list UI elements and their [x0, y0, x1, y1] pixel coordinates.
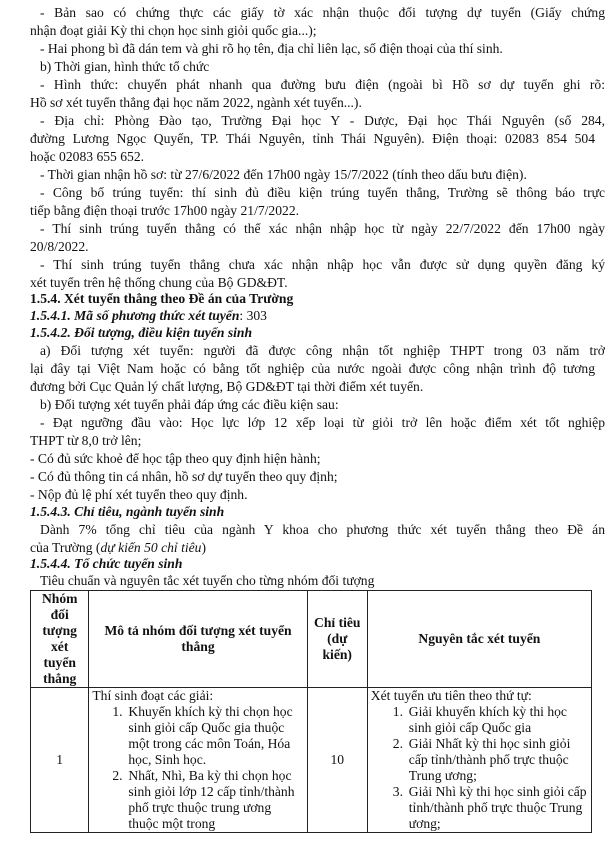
- text-line: - Nộp đủ lệ phí xét tuyển theo quy định.: [30, 487, 248, 502]
- subsection-heading: 1.5.4.3. Chỉ tiêu, ngành tuyển sinh: [30, 504, 225, 519]
- text-line: - Hình thức: chuyển phát nhanh qua đường bưu điện (ngoài bì Hồ sơ dự tuyển ghi rõ:: [40, 77, 605, 92]
- list-text: Giải Nhì kỳ thi học sinh giỏi cấp tỉnh/thành phố trực thuộc Trung ương;: [408, 784, 587, 831]
- header-description: Mô tả nhóm đối tượng xét tuyển thẳng: [89, 591, 307, 688]
- quota-note: dự kiến 50 chỉ tiêu: [100, 540, 202, 555]
- text-line: đường Lương Ngọc Quyến, TP. Thái Nguyên, tỉnh Thái Nguyên). Điện thoại: 02083 854 504: [30, 131, 595, 146]
- cell-quota: 10: [307, 688, 367, 833]
- subsection-heading: 1.5.4.4. Tổ chức tuyển sinh: [30, 556, 183, 571]
- cell-rule: [367, 688, 591, 833]
- text-line: hoặc 02083 655 652.: [30, 149, 145, 164]
- subsection-heading: 1.5.4.2. Đối tượng, điều kiện tuyển sinh: [30, 325, 253, 340]
- text-span: của Trường (: [30, 540, 101, 555]
- list-number: 2.: [392, 736, 403, 751]
- text-line: tiếp bằng điện thoại trước 17h00 ngày 21/7/2022.: [30, 203, 300, 218]
- text-span: ): [201, 540, 207, 555]
- text-line: - Công bố trúng tuyển: thí sinh đủ điều kiện trúng tuyển thẳng, Trường sẽ thông báo trực: [40, 185, 605, 200]
- list-item: [371, 736, 588, 784]
- text-line: THPT từ 8,0 trở lên;: [30, 433, 142, 448]
- text-line: đương bởi Cục Quản lý chất lượng, Bộ GD&ĐT tại thời điểm xét tuyển.: [30, 379, 424, 394]
- cell-description: [89, 688, 307, 833]
- text-line: 20/8/2022.: [30, 239, 89, 254]
- text-line: - Bản sao có chứng thực các giấy tờ xác nhận thuộc đối tượng dự tuyển (Giấy chứng: [40, 5, 605, 20]
- text-line: - Đạt ngưỡng đầu vào: Học lực lớp 12 xếp loại từ giỏi trở lên hoặc điểm xét tốt nghiệp: [40, 415, 605, 430]
- text-line: Tiêu chuẩn và nguyên tắc xét tuyển cho từng nhóm đối tượng: [40, 573, 375, 588]
- list-item: [92, 704, 303, 768]
- list-number: 3.: [392, 784, 403, 799]
- header-rule: Nguyên tắc xét tuyển: [367, 591, 591, 688]
- list-item: [92, 768, 303, 832]
- table-row: [31, 688, 592, 833]
- list-text: Khuyến khích kỳ thi chọn học sinh giỏi cấp Quốc gia thuộc một trong các môn Toán, Hóa học, Sinh học.: [128, 704, 293, 767]
- text-line: b) Đối tượng xét tuyển phải đáp ứng các điều kiện sau:: [40, 397, 339, 412]
- list-number: 1.: [392, 704, 403, 719]
- description-intro: Thí sinh đoạt các giải:: [92, 688, 214, 703]
- text-line: - Địa chỉ: Phòng Đào tạo, Trường Đại học Y - Dược, Đại học Thái Nguyên (số 284,: [40, 113, 605, 128]
- list-text: Nhất, Nhì, Ba kỳ thi chọn học sinh giỏi lớp 12 cấp tỉnh/thành phố trực thuộc trung ương thuộc một trong: [128, 768, 295, 831]
- cell-group: 1: [31, 688, 89, 833]
- text-line: nhận đoạt giải Kỳ thi chọn học sinh giỏi quốc gia...);: [30, 23, 317, 38]
- rule-intro: Xét tuyển ưu tiên theo thứ tự:: [370, 688, 532, 703]
- text-line: - Thời gian nhận hồ sơ: từ 27/6/2022 đến 17h00 ngày 15/7/2022 (tính theo dấu bưu điện).: [40, 167, 527, 182]
- section-heading: 1.5.4. Xét tuyển thẳng theo Đề án của Trường: [30, 291, 294, 306]
- text-line: lại đây tại Việt Nam hoặc có bằng tốt nghiệp của nước ngoài được công nhận trình độ tương: [30, 361, 595, 376]
- header-group: Nhóm đối tượng xét tuyển thẳng: [31, 591, 89, 688]
- description-list: [92, 704, 303, 832]
- text-line: a) Đối tượng xét tuyển: người đã được công nhận tốt nghiệp THPT trong 03 năm trở: [40, 343, 605, 358]
- text-line: - Có đủ sức khoẻ để học tập theo quy định hiện hành;: [30, 451, 321, 466]
- text-line: Dành 7% tổng chỉ tiêu của ngành Y khoa cho phương thức xét tuyển thẳng theo Đề án: [40, 522, 605, 537]
- text-line: b) Thời gian, hình thức tổ chức: [40, 59, 210, 74]
- list-item: [371, 784, 588, 832]
- list-item: [371, 704, 588, 736]
- text-line: - Hai phong bì đã dán tem và ghi rõ họ tên, địa chỉ liên lạc, số điện thoại của thí sinh.: [40, 41, 503, 56]
- subsection-title: 1.5.4.1. Mã số phương thức xét tuyển: [30, 308, 240, 323]
- text-line: - Thí sinh trúng tuyển thẳng có thể xác nhận nhập học từ ngày 22/7/2022 đến 17h00 ngày: [40, 221, 605, 236]
- rule-list: [371, 704, 588, 832]
- text-line: xét tuyển trên hệ thống chung của Bộ GD&ĐT.: [30, 275, 288, 290]
- list-text: Giải Nhất kỳ thi học sinh giỏi cấp tỉnh/thành phố trực thuộc Trung ương;: [408, 736, 571, 783]
- text-line: Hồ sơ xét tuyển thẳng đại học năm 2022, ngành xét tuyển...).: [30, 95, 362, 110]
- criteria-table: [30, 590, 592, 833]
- table-header-row: [31, 591, 592, 688]
- header-quota: Chỉ tiêu (dự kiến): [307, 591, 367, 688]
- text-line: [30, 539, 595, 556]
- method-code: : 303: [239, 308, 267, 323]
- subsection-heading: [30, 307, 595, 324]
- text-line: - Có đủ thông tin cá nhân, hồ sơ dự tuyển theo quy định;: [30, 469, 338, 484]
- text-line: - Thí sinh trúng tuyển thẳng chưa xác nhận nhập học vẫn được sử dụng quyền đăng ký: [40, 257, 605, 272]
- list-number: 1.: [112, 704, 123, 719]
- list-text: Giải khuyến khích kỳ thi học sinh giỏi cấp Quốc gia: [408, 704, 567, 735]
- list-number: 2.: [112, 768, 123, 783]
